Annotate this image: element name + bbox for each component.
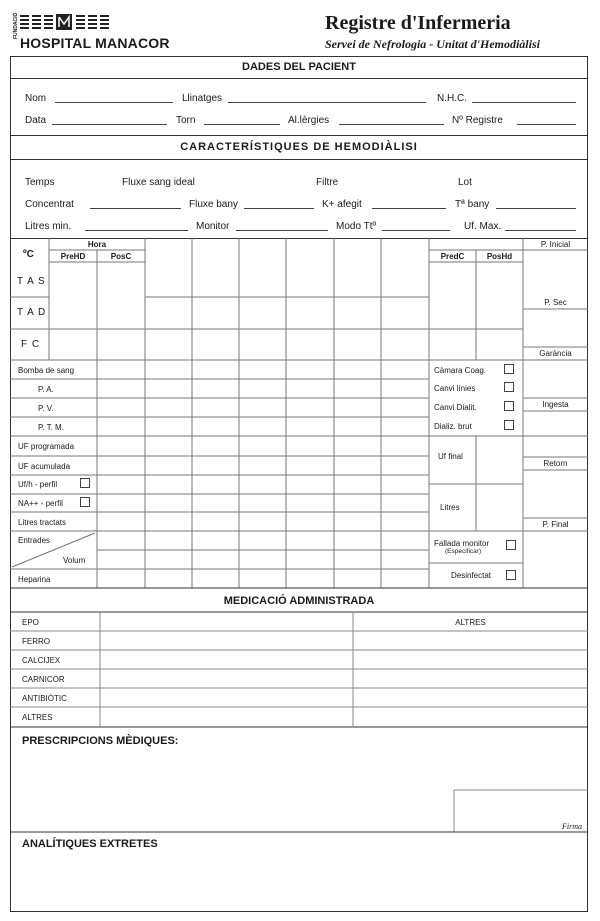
- med-item-calcijex: CALCIJEX: [22, 656, 61, 665]
- especificar-label: (Especificar): [445, 548, 482, 555]
- label-nhc: N.H.C.: [437, 93, 467, 104]
- canvi-dialit-label: Canvi Dialit.: [434, 403, 477, 412]
- tad-label: T A D: [17, 307, 47, 318]
- prescripcions-title: PRESCRIPCIONS MÈDIQUES:: [22, 735, 179, 747]
- bomba-label: Bomba de sang: [18, 366, 75, 375]
- entrades-label: Entrades: [18, 536, 51, 545]
- label-data: Data: [25, 115, 47, 126]
- med-item-epo: EPO: [22, 618, 39, 627]
- med-altres-header: ALTRES: [455, 618, 486, 627]
- label-filtre: Filtre: [316, 177, 339, 188]
- med-item-altres: ALTRES: [22, 713, 53, 722]
- label-fluxe-bany: Fluxe bany: [189, 199, 238, 210]
- tas-label: T A S: [17, 276, 46, 287]
- label-torn: Torn: [176, 115, 196, 126]
- hemo-section-title: CARACTERÍSTIQUES DE HEMODIÀLISI: [180, 141, 418, 153]
- ufh-perfil-label: Uf/h - perfil: [18, 480, 58, 489]
- canvi-linies-label: Canvi línies: [434, 384, 476, 393]
- uf-final-label: Uf final: [438, 452, 463, 461]
- label-fluxe-sang: Fluxe sang ideal: [122, 177, 195, 188]
- label-llinatges: Llinatges: [182, 93, 223, 104]
- analitiques-area[interactable]: [12, 855, 586, 910]
- label-t-bany: Tª bany: [455, 199, 490, 210]
- ingesta-label: Ingesta: [542, 400, 569, 409]
- p-final-label: P. Final: [542, 520, 569, 529]
- p-sec-label: P. Sec: [544, 298, 567, 307]
- posc-label: PosC: [110, 252, 132, 261]
- form-title: Registre d'Infermeria: [325, 12, 511, 34]
- retorn-label: Retorn: [543, 459, 568, 468]
- dializ-brut-label: Dializ. brut: [434, 422, 472, 431]
- predc-label: PredC: [440, 252, 465, 261]
- hospital-name: HOSPITAL MANACOR: [20, 35, 170, 51]
- hora-label: Hora: [87, 240, 107, 249]
- heparina-label: Heparina: [18, 575, 51, 584]
- garantia-label: Garància: [539, 349, 572, 358]
- uf-prog-label: UF programada: [18, 442, 75, 451]
- label-uf-max: Uf. Max.: [464, 221, 502, 232]
- poshd-label: PosHd: [486, 252, 513, 261]
- label-concentrat: Concentrat: [25, 199, 74, 210]
- med-item-antibiotic: ANTIBIÒTIC: [22, 694, 67, 703]
- desinfectat-label: Desinfectat: [451, 571, 492, 580]
- label-monitor: Monitor: [196, 221, 230, 232]
- label-n-registre: Nº Registre: [452, 115, 503, 126]
- fallada-label: Fallada monitor: [434, 539, 490, 548]
- pv-label: P. V.: [38, 404, 54, 413]
- logo-fundacio-text: FUNDACIÓ: [13, 12, 19, 39]
- label-nom: Nom: [25, 93, 47, 104]
- fc-label: F C: [21, 339, 41, 350]
- uf-acum-label: UF acumulada: [18, 462, 71, 471]
- label-lot: Lot: [458, 177, 472, 188]
- na-perfil-label: NA++ - perfil: [18, 499, 63, 508]
- label-k-afegit: K+ afegit: [322, 199, 362, 210]
- p-inicial-label: P. Inicial: [540, 240, 571, 249]
- deg-c-label: ºC: [23, 249, 34, 260]
- med-section-title: MEDICACIÓ ADMINISTRADA: [223, 595, 375, 607]
- med-item-ferro: FERRO: [22, 637, 50, 646]
- med-item-carnicor: CARNICOR: [22, 675, 65, 684]
- litres-label: Litres: [440, 503, 460, 512]
- camara-label: Càmara Coag.: [434, 366, 487, 375]
- pa-label: P. A.: [38, 385, 54, 394]
- label-allergies: Al.lèrgies: [288, 115, 330, 126]
- label-litres-min: Litres min.: [25, 221, 72, 232]
- volum-label: Volum: [63, 556, 86, 565]
- label-temps: Temps: [25, 177, 55, 188]
- form-subtitle: Servei de Nefrologia - Unitat d'Hemodiàlisi: [325, 37, 540, 51]
- firma-label: Firma: [562, 822, 582, 831]
- ptm-label: P. T. M.: [38, 423, 64, 432]
- litres-tractats-label: Litres tractats: [18, 518, 67, 527]
- prehd-label: PreHD: [60, 252, 86, 261]
- patient-section-title: DADES DEL PACIENT: [242, 61, 356, 73]
- analitiques-title: ANALÍTIQUES EXTRETES: [22, 838, 158, 850]
- prescripcions-area[interactable]: [12, 752, 452, 830]
- label-modo-tt: Modo Ttº: [336, 221, 377, 232]
